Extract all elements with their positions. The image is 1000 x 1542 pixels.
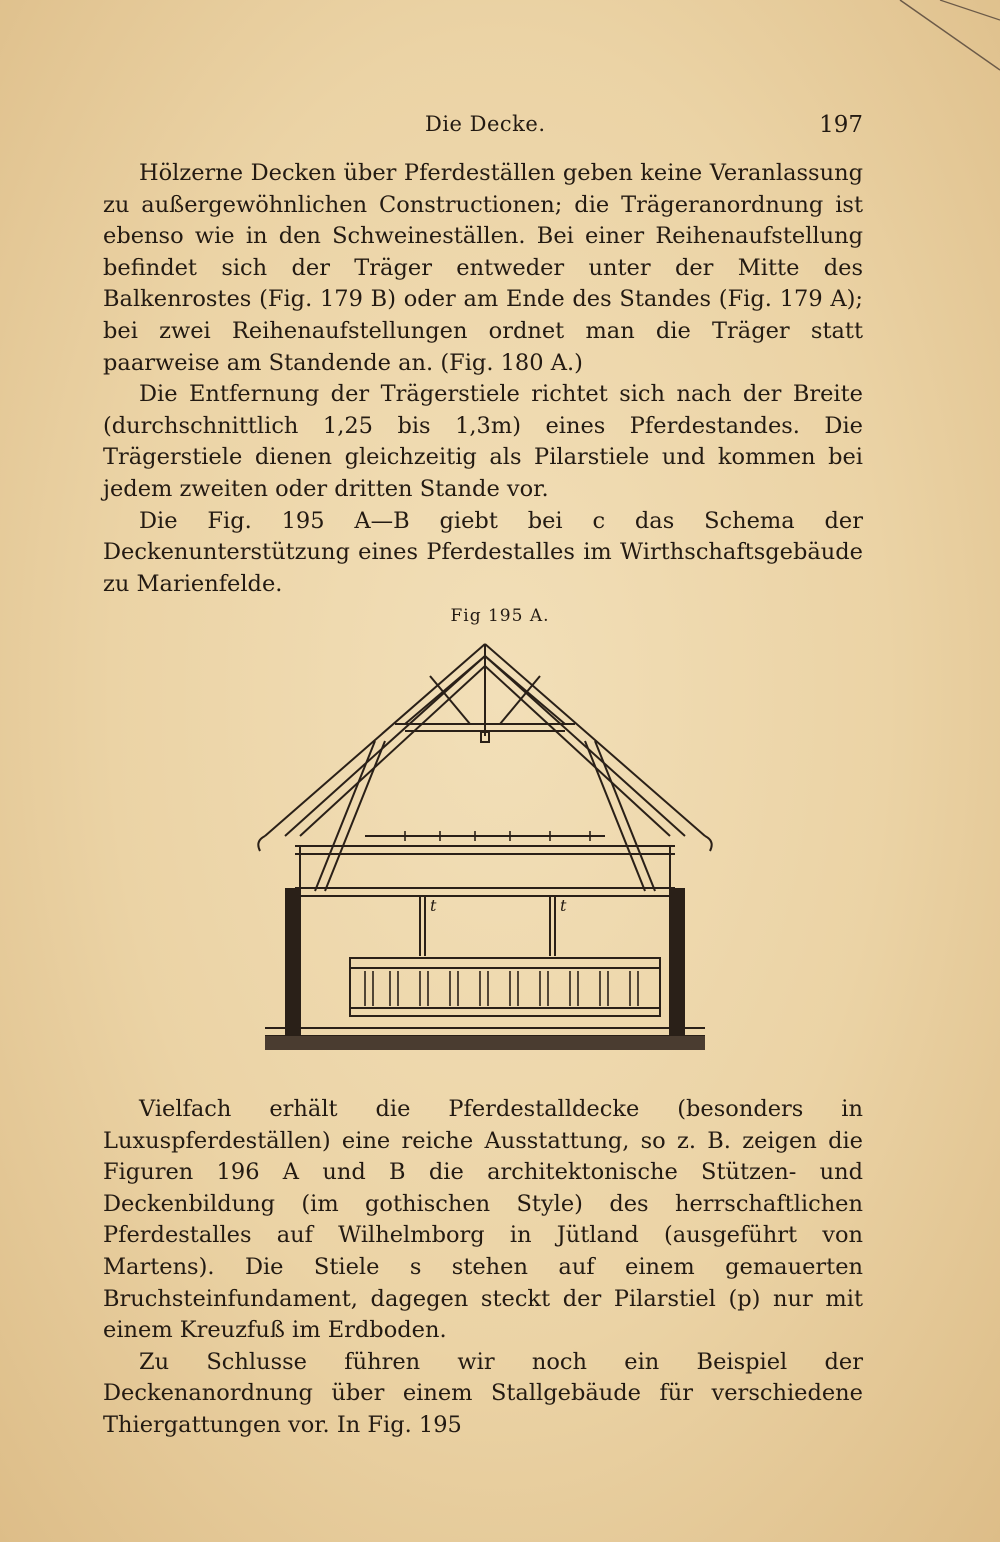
body-text-bottom — [103, 1094, 863, 1442]
post-mark-left: t — [430, 896, 437, 915]
post-mark-right: t — [560, 896, 567, 915]
body-text-top — [103, 158, 863, 600]
paragraph: Die Entfernung der Trägerstiele richtet sich nach der Breite (durchschnittlich 1,25 bis 1,3m) eines Pferdestandes. Die Trägerstiele dienen gleichzeitig als Pilarstiele und kommen bei jedem zweiten oder dritten Stande vor. — [103, 381, 863, 502]
paragraph: Zu Schlusse führen wir noch ein Beispiel der Deckenanordnung über einem Stallgebäude für verschiedene Thiergattungen vor. In Fig. 195 — [103, 1348, 863, 1438]
paragraph: Die Fig. 195 A—B giebt bei c das Schema der Deckenunterstützung eines Pferdestalles im Wirthschaftsgebäude zu Marienfelde. — [103, 507, 863, 597]
page-number: 197 — [819, 112, 863, 138]
running-title: Die Decke. — [425, 112, 546, 136]
paragraph: Vielfach erhält die Pferdestalldecke (besonders in Luxuspferdeställen) eine reiche Ausstattung, so z. B. zeigen die Figuren 196 A und B die architektonische Stützen- und Deckenbildung (im gothischen Style) des herrschaftlichen Pferdestalles auf Wilhelmborg in Jütland (ausgeführt von Martens). Die Stiele s stehen auf einem gemauerten Bruchsteinfundament, dagegen steckt der Pilarstiel (p) nur mit einem Kreuzfuß im Erdboden. — [103, 1096, 863, 1344]
figure-caption: Fig 195 A. — [450, 606, 550, 626]
figure-195a-section-drawing — [255, 636, 715, 1066]
page-header — [0, 112, 1000, 148]
corner-crease — [800, 0, 1000, 80]
paragraph: Hölzerne Decken über Pferdeställen geben keine Veranlassung zu außergewöhnlichen Constructionen; die Trägeranordnung ist ebenso wie in den Schweineställen. Bei einer Reihenaufstellung befindet sich der Träger entweder unter der Mitte des Balkenrostes (Fig. 179 B) oder am Ende des Standes (Fig. 179 A); bei zwei Reihenaufstellungen ordnet man die Träger statt paarweise am Standende an. (Fig. 180 A.) — [103, 160, 863, 376]
